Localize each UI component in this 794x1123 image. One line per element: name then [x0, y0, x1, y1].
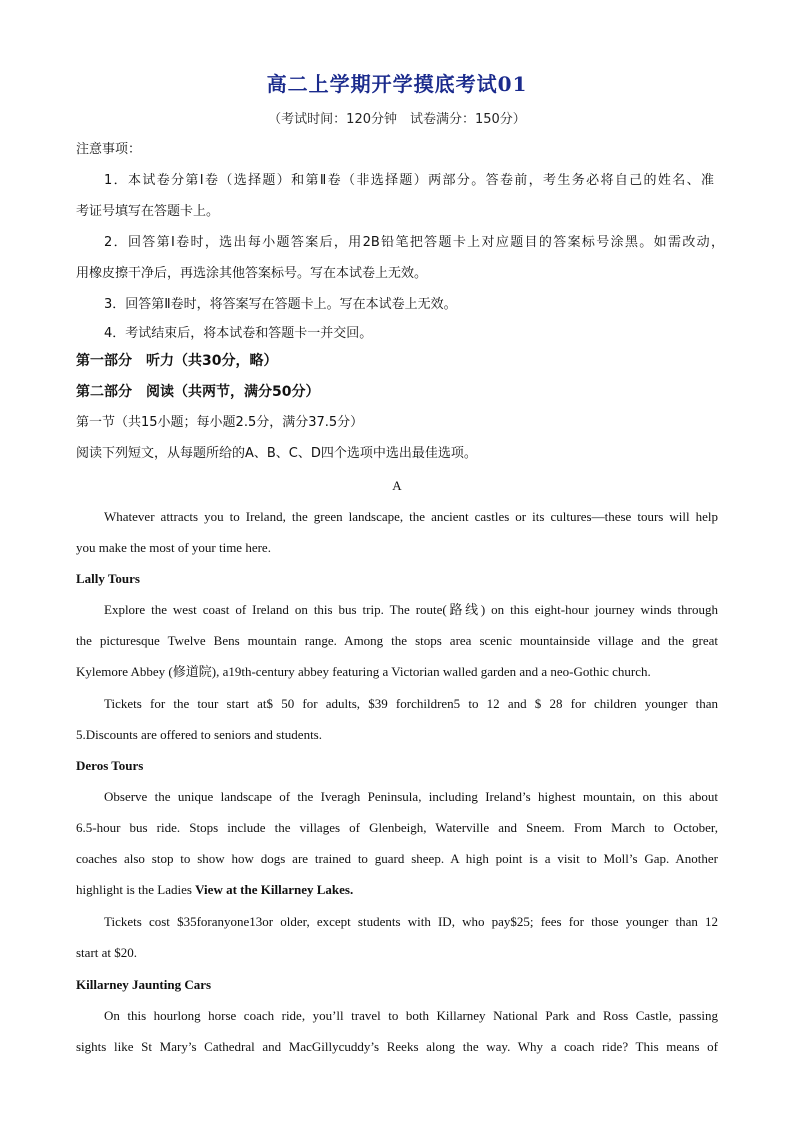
- deros-paragraph-1: Observe the unique landscape of the Iveragh Peninsula, including Ireland’s highest mountain, on this about: [104, 789, 718, 804]
- deros-paragraph-2: Tickets cost $35foranyone13or older, except students with ID, who pay$25; fees for those younger than 12: [104, 914, 718, 929]
- lally-paragraph-2-line2: 5.Discounts are offered to seniors and students.: [76, 727, 322, 742]
- lally-paragraph-1: Explore the west coast of Ireland on this bus trip. The route(路线) on this eight-hour journey winds through: [104, 602, 718, 617]
- notice-item-3: 3．回答第Ⅱ卷时，将答案写在答题卡上。写在本试卷上无效。: [104, 297, 457, 312]
- part-1-heading: 第一部分 听力（共30分，略）: [76, 353, 278, 369]
- part-2-heading: 第二部分 阅读（共两节，满分50分）: [76, 384, 320, 400]
- notice-item-2-cont: 用橡皮擦干净后，再选涂其他答案标号。写在本试卷上无效。: [76, 266, 428, 281]
- deros-paragraph-1-line2: 6.5-hour bus ride. Stops include the villages of Glenbeigh, Waterville and Sneem. From March to October,: [76, 820, 718, 835]
- deros-highlight-bold: View at the Killarney Lakes.: [195, 882, 354, 897]
- killarney-heading: Killarney Jaunting Cars: [76, 977, 212, 992]
- killarney-paragraph-1-line2: sights like St Mary’s Cathedral and MacGillycuddy’s Reeks along the way. Why a coach ride? This means of: [76, 1039, 718, 1054]
- instruction-text: 阅读下列短文，从每题所给的A、B、C、D四个选项中选出最佳选项。: [76, 446, 477, 461]
- notice-item-4: 4．考试结束后，将本试卷和答题卡一并交回。: [104, 326, 373, 341]
- notice-item-1-cont: 考证号填写在答题卡上。: [76, 204, 220, 219]
- notice-item-1: 1．本试卷分第Ⅰ卷（选择题）和第Ⅱ卷（非选择题）两部分。答卷前，考生务必将自己的姓名、准: [104, 173, 714, 188]
- deros-paragraph-1-line4: [76, 881, 353, 899]
- notice-item-2: 2．回答第Ⅰ卷时，选出每小题答案后，用2B铅笔把答题卡上对应题目的答案标号涂黑。如需改动，: [104, 235, 724, 250]
- passage-label: A: [392, 478, 402, 493]
- page-title: 高二上学期开学摸底考试01: [266, 72, 528, 96]
- exam-info: （考试时间：120分钟 试卷满分：150分）: [268, 112, 526, 127]
- intro-paragraph: Whatever attracts you to Ireland, the green landscape, the ancient castles or its cultures—these tours will help: [104, 509, 718, 524]
- deros-paragraph-1-line3: coaches also stop to show how dogs are trained to guard sheep. A high point is a visit to Moll’s Gap. Another: [76, 851, 718, 866]
- deros-tours-heading: Deros Tours: [76, 758, 144, 773]
- notice-heading: 注意事项：: [76, 142, 142, 157]
- section-1-heading: 第一节（共15小题；每小题2.5分，满分37.5分）: [76, 415, 364, 430]
- killarney-paragraph-1: On this hourlong horse coach ride, you’ll travel to both Killarney National Park and Ross Castle, passing: [104, 1008, 718, 1023]
- deros-highlight-text: highlight is the Ladies: [76, 882, 196, 897]
- lally-paragraph-1-line3: Kylemore Abbey (修道院), a19th-century abbey featuring a Victorian walled garden and a neo-Gothic church.: [76, 664, 651, 679]
- lally-paragraph-2: Tickets for the tour start at$ 50 for adults, $39 forchildren5 to 12 and $ 28 for children younger than: [104, 696, 718, 711]
- deros-paragraph-2-line2: start at $20.: [76, 945, 138, 960]
- lally-paragraph-1-line2: the picturesque Twelve Bens mountain range. Among the stops area scenic mountainside village and the great: [76, 633, 718, 648]
- lally-tours-heading: Lally Tours: [76, 571, 140, 586]
- intro-paragraph-cont: you make the most of your time here.: [76, 540, 271, 555]
